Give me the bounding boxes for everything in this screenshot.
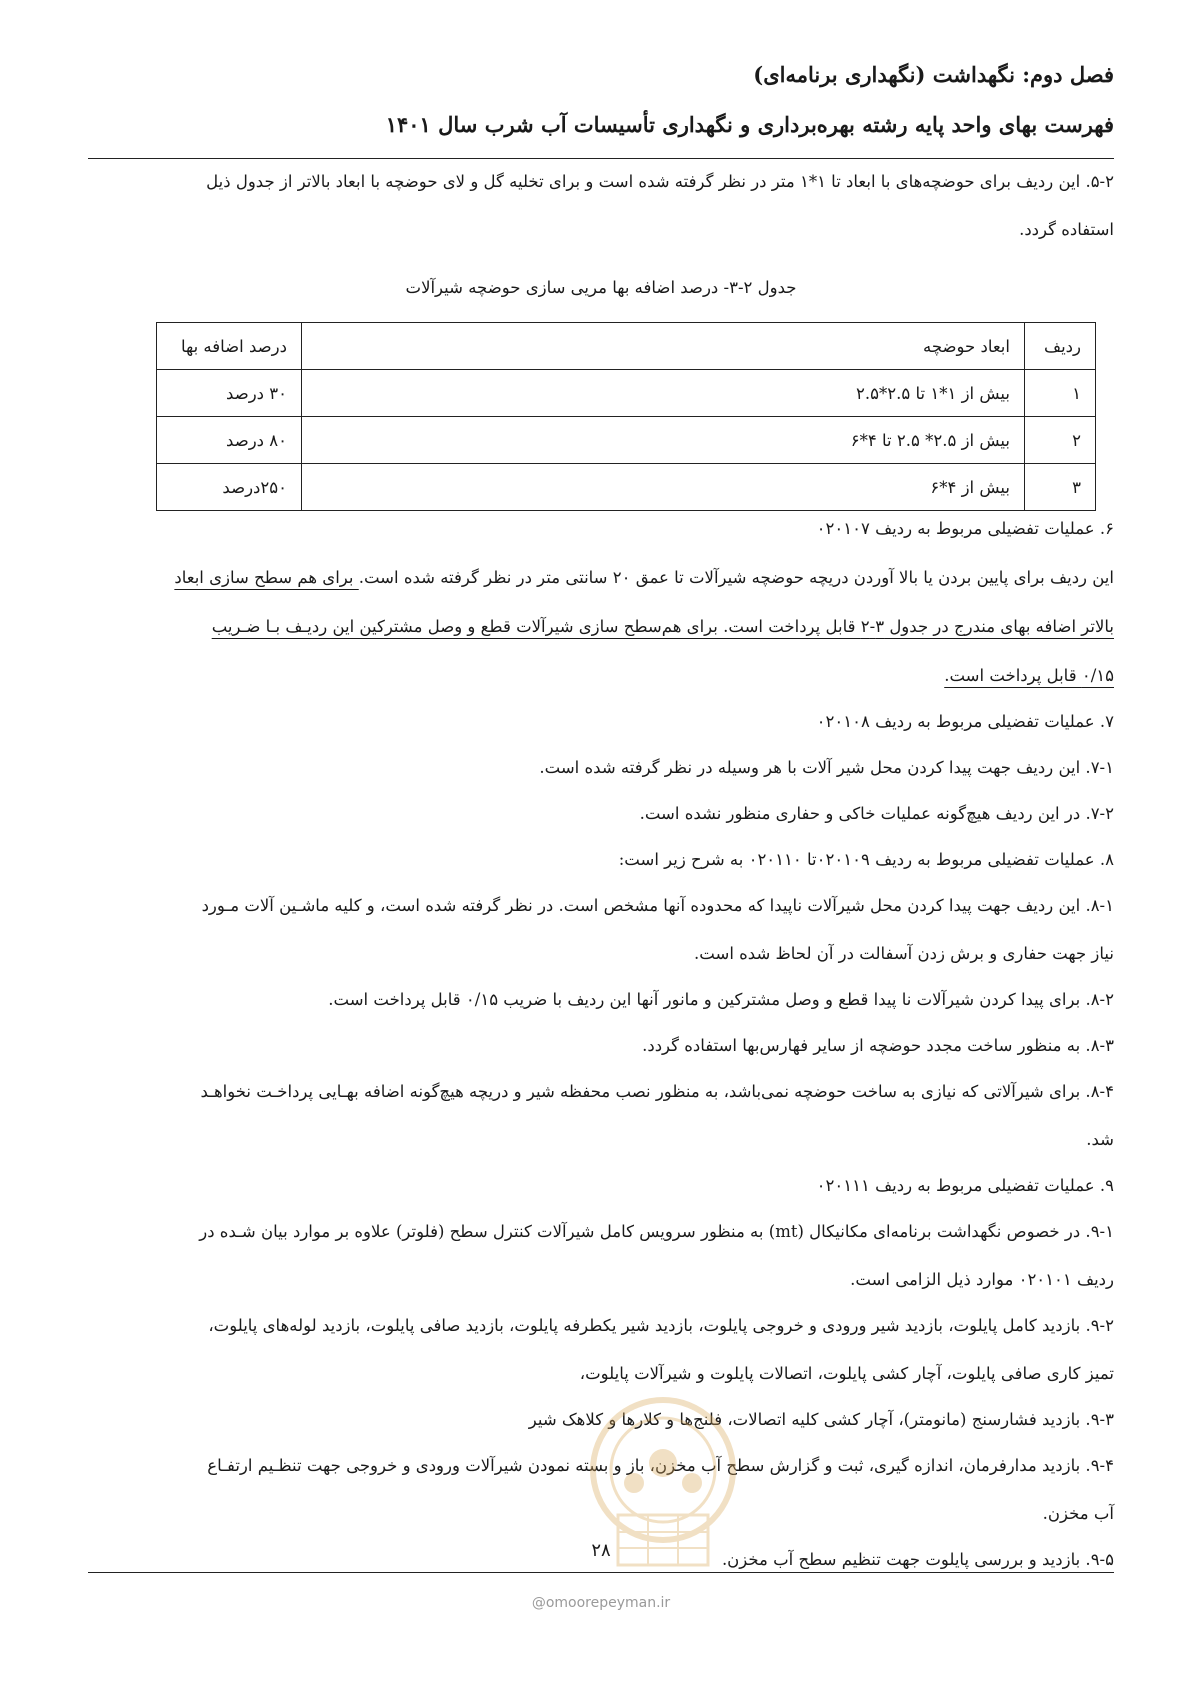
- item-9-4-line-1: ۹-۴. بازدید مدارفرمان، اندازه گیری، ثبت و گزارش سطح آب مخزن، باز و بسته نمودن شیرآلات ورودی و خروجی جهت تنظـیم ارتفـاع: [207, 1456, 1114, 1475]
- cell-dimensions: بیش از ۴*۶: [302, 464, 1025, 511]
- cell-row-number: ۳: [1025, 464, 1096, 511]
- item-9-4-line-2: آب مخزن.: [1042, 1504, 1114, 1523]
- page-number: ۲۸: [591, 1540, 611, 1561]
- item-9-2-line-2: تمیز کاری صافی پایلوت، آچار کشی پایلوت، اتصالات پایلوت و شیرآلات پایلوت،: [579, 1364, 1114, 1383]
- table-header-row: [157, 323, 1096, 370]
- item-9-3: ۹-۳. بازدید فشارسنج (مانومتر)، آچار کشی کلیه اتصالات، فلنج‌ها و کلارها و کلاهک شیر: [528, 1410, 1114, 1429]
- column-header-percent: درصد اضافه بها: [157, 323, 302, 370]
- item-5-2-line-2: استفاده گردد.: [1019, 220, 1114, 239]
- chapter-title: فصل دوم: نگهداشت (نگهداری برنامه‌ای): [753, 62, 1114, 87]
- item-9-5: ۹-۵. بازدید و بررسی پایلوت جهت تنظیم سطح آب مخزن.: [721, 1550, 1114, 1569]
- section-6-line-2: بالاتر اضافه بهای مندرج در جدول ۳-۲ قابل پرداخت است. برای هم‌سطح سازی شیرآلات قطع و وصل مشترکین این ردیـف بـا ضـریب: [211, 617, 1114, 636]
- table-row: [157, 370, 1096, 417]
- section-6-line-3: [88, 666, 1114, 685]
- section-6-line-1-text: این ردیف برای پایین بردن یا بالا آوردن دریچه حوضچه شیرآلات تا عمق ۲۰ سانتی متر در نظر گرفته شده است.: [358, 568, 1114, 587]
- item-7-2: ۷-۲. در این ردیف هیچ‌گونه عملیات خاکی و حفاری منظور نشده است.: [639, 804, 1114, 823]
- section-6-line-1: [88, 568, 1114, 587]
- footer-divider: [88, 1572, 1114, 1573]
- section-6-line-1-underlined: برای هم سطح سازی ابعاد: [174, 568, 359, 587]
- item-9-1-line-1: ۹-۱. در خصوص نگهداشت برنامه‌ای مکانیکال (mt) به منظور سرویس کامل شیرآلات کنترل سطح (فلوتر) علاوه بر موارد بیان شـده در: [199, 1222, 1114, 1241]
- document-page: [88, 0, 1114, 1684]
- section-7-title: ۷. عملیات تفضیلی مربوط به ردیف ۰۲۰۱۰۸: [816, 712, 1114, 731]
- item-7-1: ۷-۱. این ردیف جهت پیدا کردن محل شیر آلات با هر وسیله در نظر گرفته شده است.: [539, 758, 1114, 777]
- website-watermark: @omoorepeyman.ir: [531, 1595, 671, 1611]
- section-6-line-3-text: ۰/۱۵ قابل پرداخت است.: [944, 666, 1114, 685]
- item-8-2: ۸-۲. برای پیدا کردن شیرآلات نا پیدا قطع و وصل مشترکین و مانور آنها این ردیف با ضریب ۰/۱۵ قابل پرداخت است.: [328, 990, 1114, 1009]
- column-header-dimensions: ابعاد حوضچه: [302, 323, 1025, 370]
- cell-dimensions: بیش از ۱*۱ تا ۲.۵*۲.۵: [302, 370, 1025, 417]
- item-9-2-line-1: ۹-۲. بازدید کامل پایلوت، بازدید شیر ورودی و خروجی پایلوت، بازدید شیر یکطرفه پایلوت، بازدید صافی پایلوت، بازدید لوله‌های پایلوت،: [208, 1316, 1114, 1335]
- item-5-2-line-1: ۵-۲. این ردیف برای حوضچه‌های با ابعاد تا ۱*۱ متر در نظر گرفته شده است و برای تخلیه گل و لای حوضچه با ابعاد بالاتر از جدول ذیل: [206, 172, 1114, 191]
- section-9-title: ۹. عملیات تفضیلی مربوط به ردیف ۰۲۰۱۱۱: [816, 1176, 1114, 1195]
- cell-percent: ۲۵۰درصد: [157, 464, 302, 511]
- table-caption: جدول ۲-۳- درصد اضافه بها مریی سازی حوضچه شیرآلات: [405, 278, 797, 297]
- item-8-1-line-2: نیاز جهت حفاری و برش زدن آسفالت در آن لحاظ شده است.: [694, 944, 1114, 963]
- surcharge-table: [156, 322, 1096, 511]
- header-divider: [88, 158, 1114, 159]
- item-8-3: ۸-۳. به منظور ساخت مجدد حوضچه از سایر فهارس‌بها استفاده گردد.: [642, 1036, 1114, 1055]
- item-8-4-line-2: شد.: [1086, 1130, 1114, 1149]
- cell-percent: ۸۰ درصد: [157, 417, 302, 464]
- cell-dimensions: بیش از ۲.۵* ۲.۵ تا ۴*۶: [302, 417, 1025, 464]
- section-6-title: ۶. عملیات تفضیلی مربوط به ردیف ۰۲۰۱۰۷: [816, 519, 1114, 538]
- cell-row-number: ۲: [1025, 417, 1096, 464]
- table-row: [157, 464, 1096, 511]
- item-8-1-line-1: ۸-۱. این ردیف جهت پیدا کردن محل شیرآلات ناپیدا که محدوده آنها مشخص است. در نظر گرفته شده است، و کلیه ماشـین آلات مـورد: [201, 896, 1114, 915]
- item-8-4-line-1: ۸-۴. برای شیرآلاتی که نیازی به ساخت حوضچه نمی‌باشد، به منظور نصب محفظه شیر و دریچه هیچ‌گونه اضافه بهـایی پرداخـت نخواهـد: [200, 1082, 1114, 1101]
- document-title: فهرست بهای واحد پایه رشته بهره‌برداری و نگهداری تأسیسات آب شرب سال ۱۴۰۱: [385, 112, 1114, 137]
- section-8-title: ۸. عملیات تفضیلی مربوط به ردیف ۰۲۰۱۰۹تا ۰۲۰۱۱۰ به شرح زیر است:: [618, 850, 1114, 869]
- item-9-1-line-2: ردیف ۰۲۰۱۰۱ موارد ذیل الزامی است.: [850, 1270, 1114, 1289]
- column-header-row: ردیف: [1025, 323, 1096, 370]
- table-row: [157, 417, 1096, 464]
- cell-row-number: ۱: [1025, 370, 1096, 417]
- cell-percent: ۳۰ درصد: [157, 370, 302, 417]
